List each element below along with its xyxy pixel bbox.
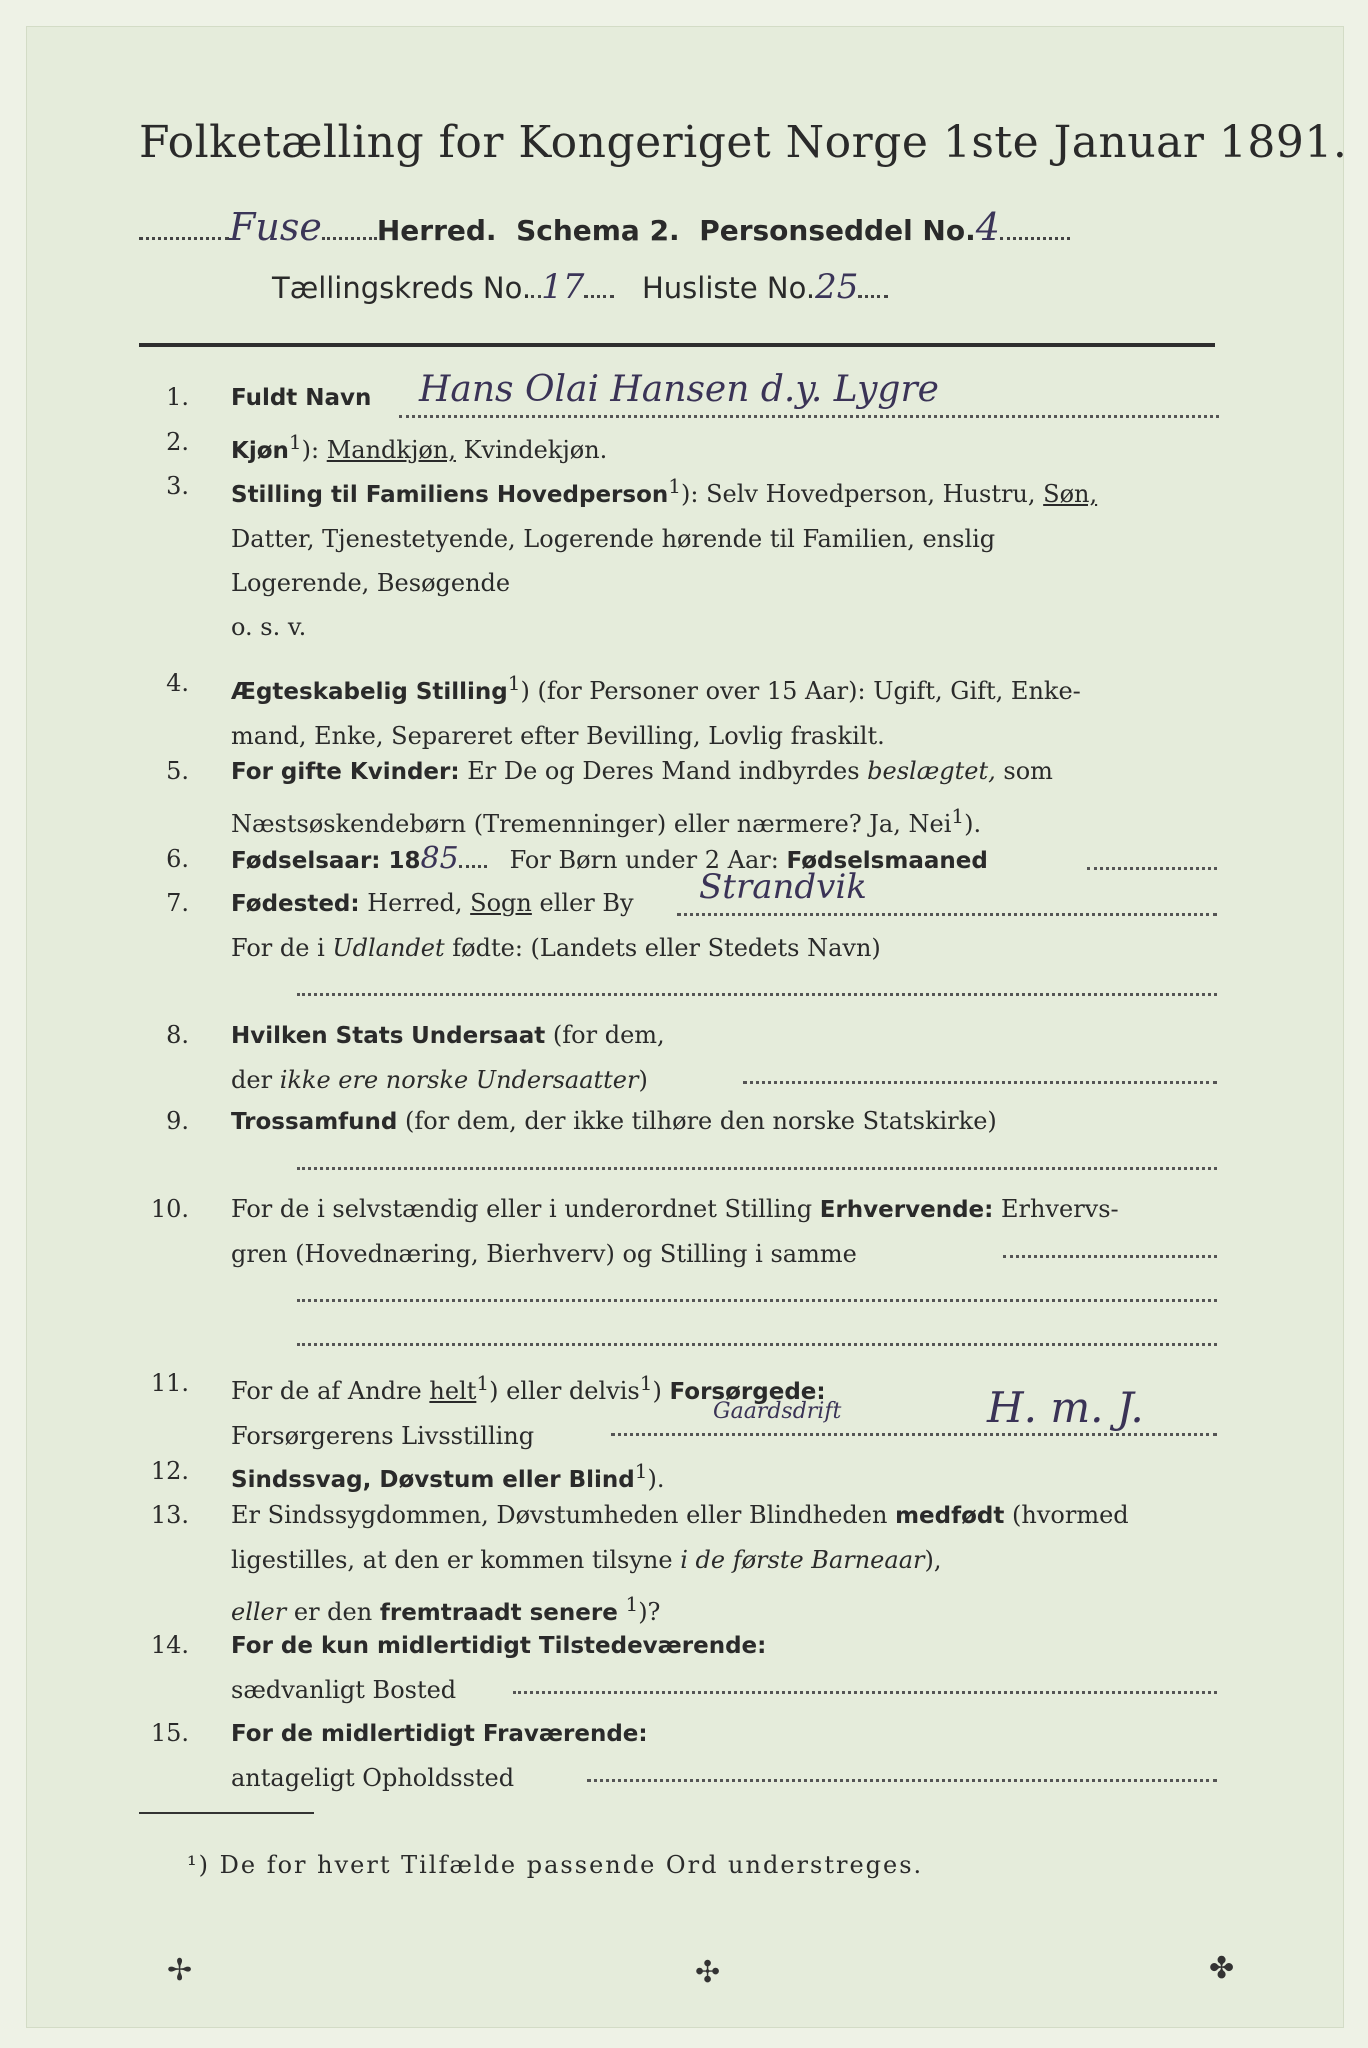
citizenship-line2-italic: ikke ere norske Undersaatter [279, 1066, 639, 1094]
birthplace-label: Fødested: [231, 891, 360, 917]
item-number: 13. [150, 1501, 189, 1529]
sex-option-female: Kvindekjøn. [463, 436, 608, 464]
religion-label: Trossamfund [231, 1109, 398, 1135]
birthplace-answer: Strandvik [699, 867, 867, 907]
footnote-ref: 1 [634, 1459, 648, 1483]
corner-mark-icon: ✢ [167, 1953, 193, 1988]
congenital-line3-italic: eller [231, 1598, 287, 1626]
occupation-dotline-2 [297, 1299, 1217, 1302]
citizenship-label: Hvilken Stats [231, 1023, 404, 1049]
congenital-line3-c: )? [638, 1598, 661, 1626]
birthplace-option-sogn: Sogn [470, 889, 532, 917]
item-number: 12. [150, 1457, 189, 1485]
birthplace-option-by: eller By [539, 889, 634, 917]
birthplace-dotline [677, 913, 1217, 916]
husliste-value: 25 [815, 267, 859, 307]
footnote-ref: 1 [476, 1371, 490, 1395]
item-number: 11. [150, 1369, 189, 1397]
birthyear-answer: 85 [420, 841, 459, 876]
footnote: ¹) De for hvert Tilfælde passende Ord understreges. [187, 1851, 924, 1879]
item-body [231, 661, 1211, 758]
kreds-label: Tællingskreds No. [272, 271, 532, 305]
probable-residence-label: antageligt Opholdssted [231, 1764, 515, 1792]
marital-label: Ægteskabelig Stilling [231, 679, 508, 705]
herred-label: Herred. [376, 214, 497, 247]
position-options-4: o. s. v. [231, 613, 307, 641]
usual-residence-label: sædvanligt Bosted [231, 1676, 457, 1704]
occupation-dotline-1 [1003, 1255, 1217, 1258]
abroad-dotline [297, 993, 1217, 996]
right-mark-icon: ✤ [1209, 1951, 1235, 1986]
birthmonth-label: Fødselsmaaned [786, 848, 988, 874]
provider-dotline [611, 1433, 1217, 1436]
congenital-line2-italic: i de første Barneaar [680, 1546, 925, 1574]
probable-residence-dotline [587, 1779, 1217, 1782]
temporary-absent-label: For de midlertidigt Fraværende: [231, 1721, 648, 1747]
item-number: 8. [166, 1021, 189, 1049]
footnote-rule [139, 1812, 314, 1814]
center-mark-icon: ✣ [695, 1955, 721, 1990]
citizenship-line2-b: ) [638, 1066, 648, 1094]
header-rule [139, 343, 1215, 347]
supported-label: Forsørgede: [669, 1379, 826, 1405]
birthyear-label: Fødselsaar: 18 [231, 848, 421, 874]
item-body [231, 1711, 1211, 1800]
abroad-italic: Udlandet [332, 934, 445, 962]
occupation-dotline-3 [297, 1343, 1217, 1346]
position-selected: Søn, [1043, 480, 1098, 508]
footnote-ref: 1 [288, 430, 302, 454]
congenital-text: Er Sindssygdommen, Døvstumheden eller Blindheden [231, 1501, 888, 1529]
married-women-label: For gifte Kvinder: [231, 759, 460, 785]
position-options-2: Datter, Tjenestetyende, Logerende hørende til Familien, enslig [231, 525, 996, 553]
kreds-line [272, 267, 888, 307]
citizenship-line2-a: der [231, 1066, 273, 1094]
sex-punct: ): [301, 436, 320, 464]
item-body [231, 1623, 1211, 1712]
personseddel-label: Personseddel No. [699, 214, 976, 247]
item-number: 6. [166, 845, 189, 873]
sex-option-male: Mandkjøn, [326, 436, 456, 464]
birthplace-option-herred: Herred, [367, 889, 463, 917]
sex-label: Kjøn [231, 438, 289, 464]
occupation-text-end: Erhvervs- [1000, 1195, 1119, 1223]
item-number: 7. [166, 889, 189, 917]
disability-text: ). [647, 1465, 665, 1493]
congenital-text-end: (hvormed [1012, 1501, 1129, 1529]
congenital-label: medfødt [895, 1503, 1005, 1529]
temporary-present-label: For de kun midlertidigt Tilstedeværende: [231, 1633, 767, 1659]
personseddel-value: 4 [975, 205, 1000, 249]
item-body [231, 464, 1211, 649]
name-answer: Hans Olai Hansen d.y. Lygre [419, 369, 939, 410]
item-number: 3. [166, 472, 189, 500]
related-word: beslægtet, [867, 757, 996, 785]
abroad-text-b: fødte: (Landets eller Stedets Navn) [452, 934, 881, 962]
item-body [231, 749, 1211, 846]
congenital-line3-a: er den [293, 1598, 373, 1626]
usual-residence-dotline [513, 1691, 1217, 1694]
item-number: 9. [166, 1107, 189, 1135]
citizenship-label-b: Undersaat [411, 1023, 546, 1049]
item-number: 4. [166, 669, 189, 697]
item-number: 2. [166, 428, 189, 456]
congenital-line2-b: ), [924, 1546, 942, 1574]
provider-label: Forsørgerens Livsstilling [231, 1422, 535, 1450]
marital-options-2: mand, Enke, Separeret efter Bevilling, Lovlig fraskilt. [231, 722, 885, 750]
item-body [231, 1013, 1211, 1102]
congenital-line2-a: ligestilles, at den er kommen tilsyne [231, 1546, 673, 1574]
item-number: 15. [150, 1719, 189, 1747]
married-women-text-end: som [1003, 757, 1053, 785]
item-number: 10. [150, 1195, 189, 1223]
form-title: Folketælling for Kongeriget Norge 1ste Januar 1891. [139, 117, 1348, 168]
item-body [231, 1187, 1211, 1276]
supported-selected: helt [429, 1377, 477, 1405]
marital-options: ) (for Personer over 15 Aar): Ugift, Gift, Enke- [520, 677, 1081, 705]
footnote-ref: 1 [625, 1592, 639, 1616]
herred-line [139, 205, 1070, 249]
item-number: 14. [150, 1631, 189, 1659]
kreds-value: 17 [541, 267, 585, 307]
husliste-label: Husliste No. [641, 271, 816, 305]
footnote-ref: 1 [639, 1371, 653, 1395]
supported-text: For de af Andre [231, 1377, 422, 1405]
schema-label: Schema 2. [516, 214, 680, 247]
provider-answer-2: H. m. J. [987, 1383, 1144, 1432]
item-number: 1. [166, 383, 189, 411]
citizenship-text: (for dem, [552, 1021, 665, 1049]
occupation-text: For de i selvstændig eller i underordnet Stilling [231, 1195, 813, 1223]
occupation-label: Erhvervende: [819, 1197, 994, 1223]
position-label: Stilling til Familiens Hovedperson [231, 482, 669, 508]
citizenship-dotline [743, 1081, 1217, 1084]
herred-value: Fuse [229, 205, 322, 249]
item-body [231, 1099, 1211, 1144]
name-label: Fuldt Navn [231, 385, 372, 411]
footnote-ref: 1 [507, 671, 521, 695]
birthmonth-dotline [1087, 867, 1217, 870]
disability-label: Sindssvag, Døvstum eller Blind [231, 1467, 635, 1493]
name-dotline [399, 415, 1219, 418]
congenital-line3-bold: fremtraadt senere [379, 1600, 618, 1626]
item-number: 5. [166, 757, 189, 785]
footnote-ref: 1 [668, 474, 681, 498]
position-options: ): Selv Hovedperson, Hustru, [681, 480, 1036, 508]
religion-dotline [297, 1167, 1217, 1170]
married-women-text: Er De og Deres Mand indbyrdes [467, 757, 860, 785]
supported-text-2: ) eller delvis [489, 1377, 640, 1405]
religion-text: (for dem, der ikke tilhøre den norske Statskirke) [405, 1107, 997, 1135]
abroad-text-a: For de i [231, 934, 325, 962]
position-options-3: Logerende, Besøgende [231, 569, 511, 597]
provider-answer: Gaardsdrift [713, 1399, 842, 1424]
census-form [26, 26, 1348, 2028]
birthmonth-text: For Børn under 2 Aar: [509, 846, 779, 874]
footnote-ref: 1 [951, 804, 965, 828]
occupation-line-2: gren (Hovednæring, Bierhverv) og Stilling i samme [231, 1240, 857, 1268]
married-women-line-2: Næstsøskendebørn (Tremenninger) eller nærmere? Ja, Nei [231, 810, 952, 838]
supported-text-3: ) [652, 1377, 662, 1405]
item-body [231, 1493, 1211, 1635]
married-women-line-2-end: ). [964, 810, 982, 838]
